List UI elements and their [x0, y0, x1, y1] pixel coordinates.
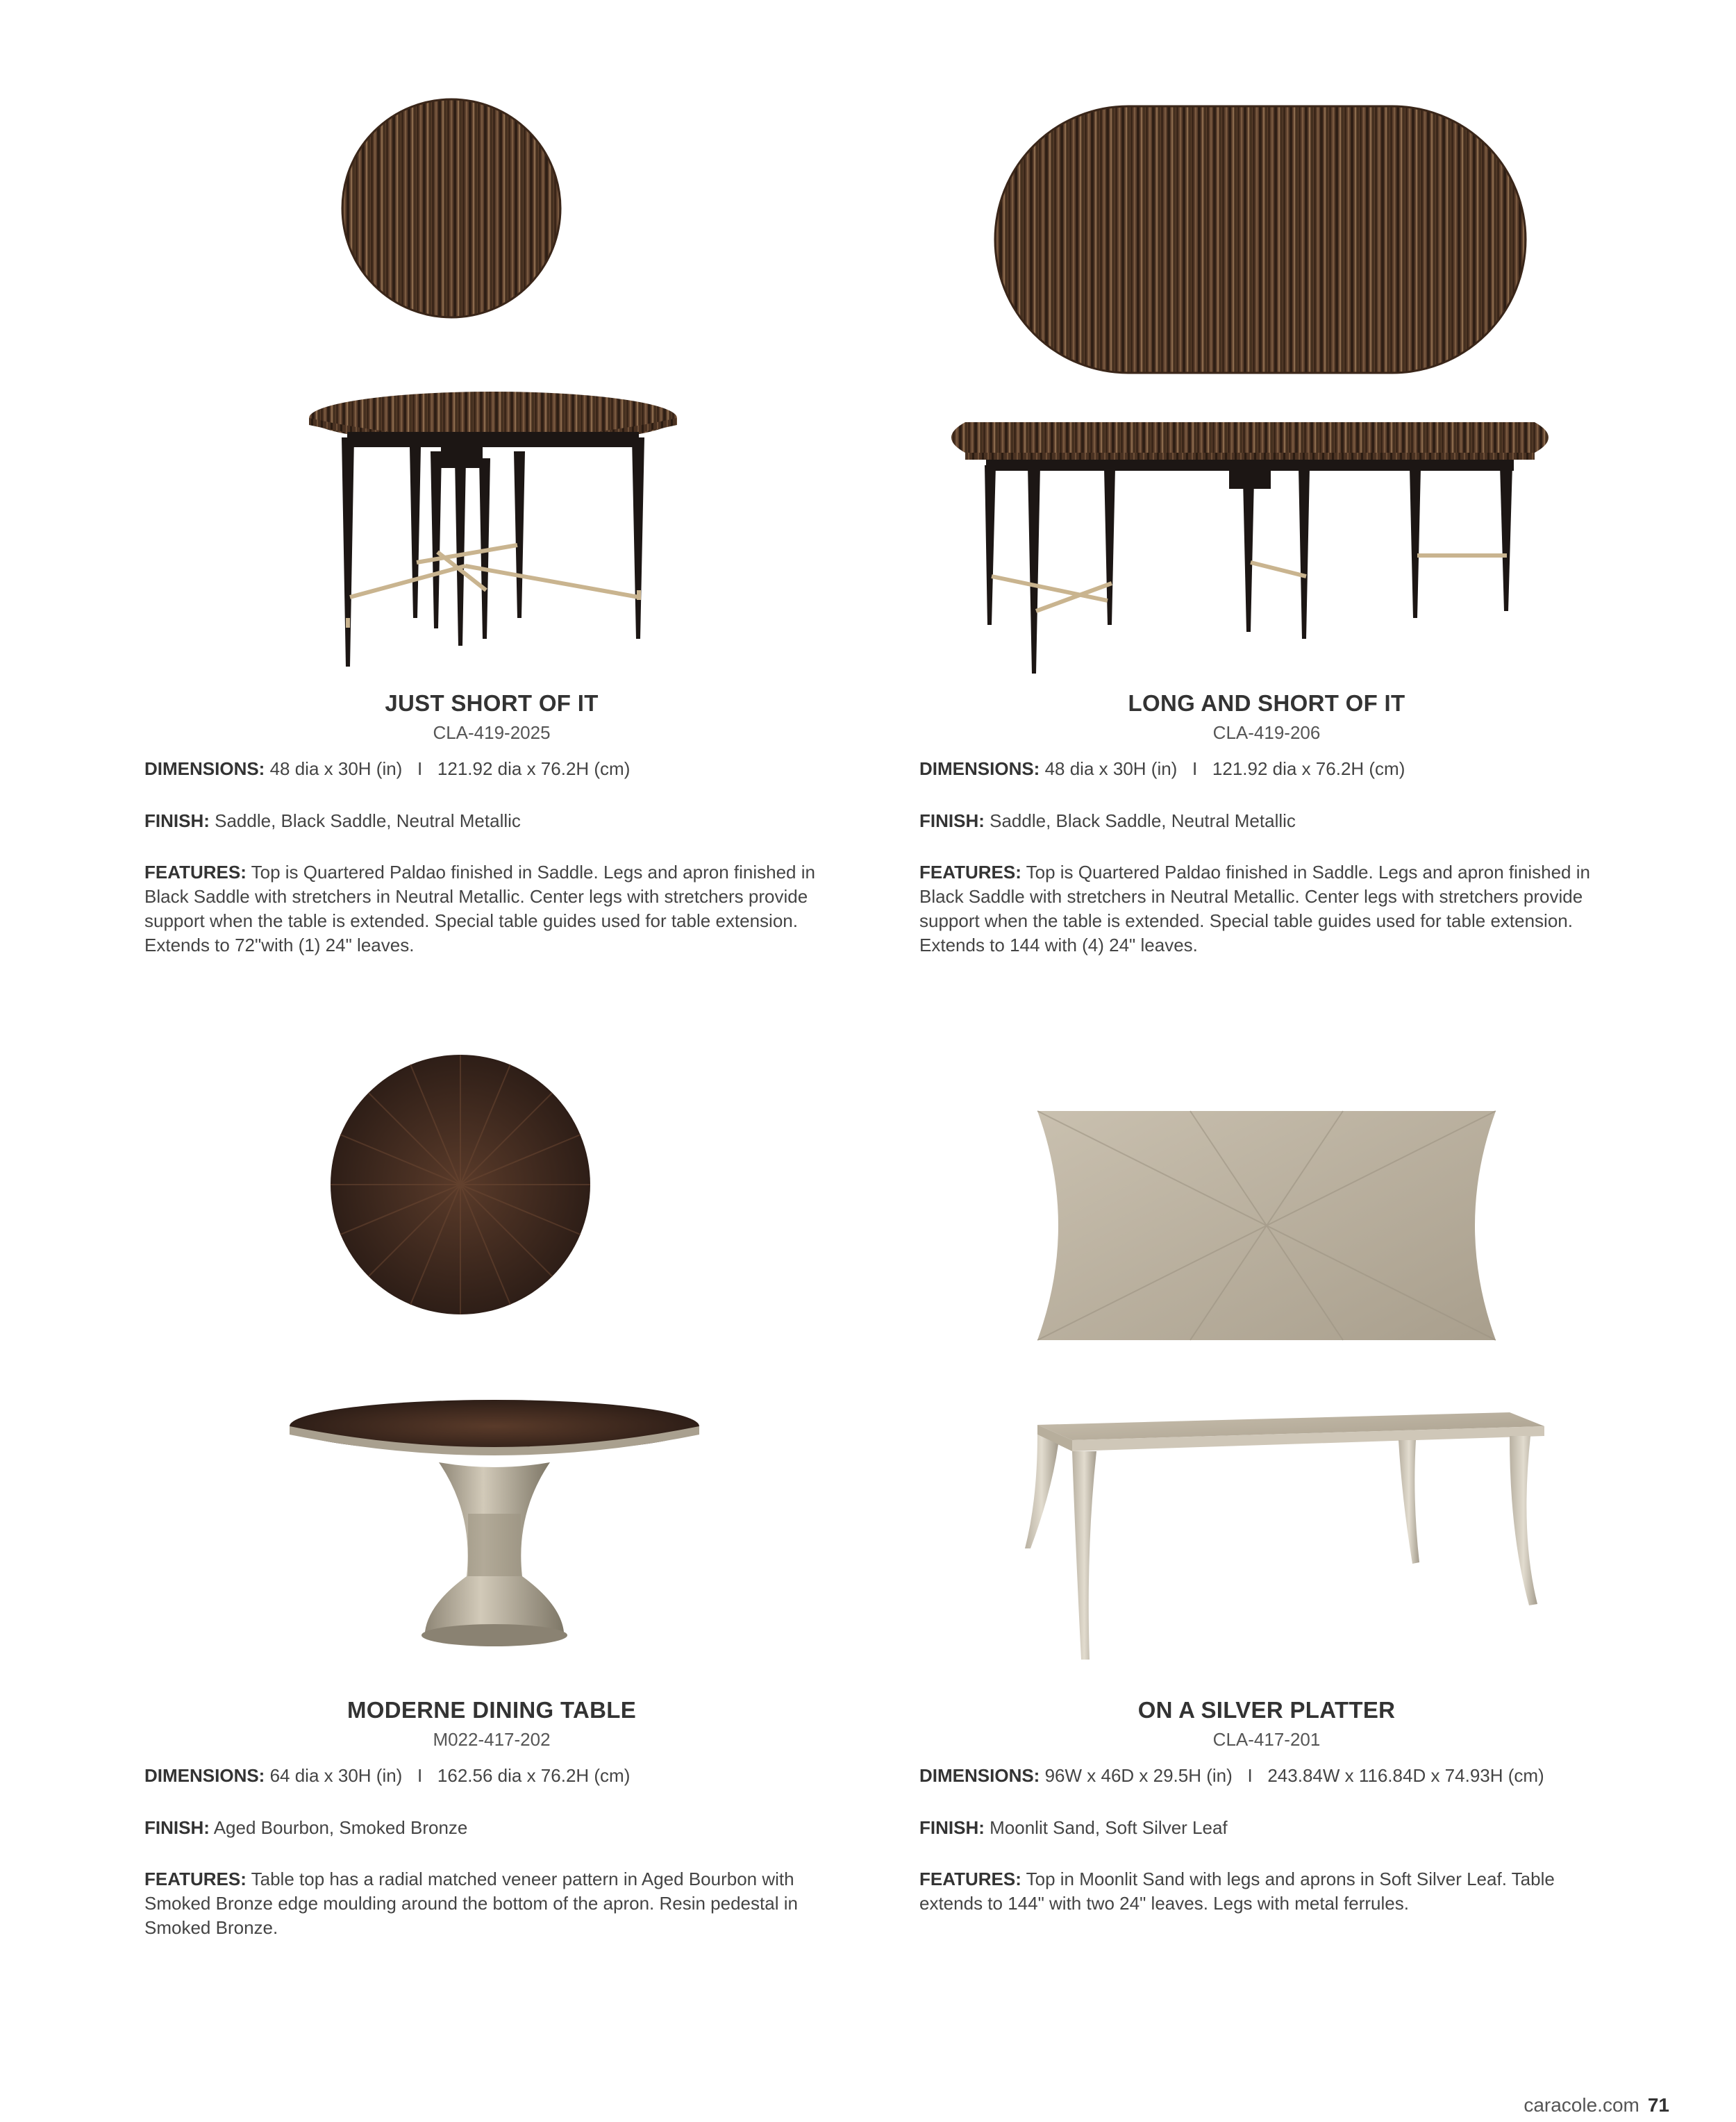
finish-value: Aged Bourbon, Smoked Bronze: [213, 1817, 468, 1838]
product-name: ON A SILVER PLATTER: [1137, 1697, 1396, 1723]
finish-label: FINISH:: [144, 810, 210, 831]
finish-spec: [144, 809, 839, 833]
dimensions-spec: [919, 1764, 1614, 1788]
product-just-short-of-it: [144, 0, 839, 972]
dimensions-spec: [144, 757, 839, 781]
product-name: MODERNE DINING TABLE: [347, 1697, 637, 1723]
table-top-view-image: [1030, 1104, 1503, 1347]
dimensions-value: 48 dia x 30H (in) I 121.92 dia x 76.2H (cm): [269, 758, 631, 779]
table-side-view-image: [286, 1396, 703, 1673]
product-sku: CLA-419-2025: [433, 722, 551, 743]
table-top-view-image: [328, 1053, 592, 1317]
table-side-view-image: [306, 389, 681, 674]
table-side-view-image: [1010, 1396, 1551, 1673]
features-spec: [144, 1867, 839, 1940]
finish-label: FINISH:: [919, 810, 985, 831]
features-value: Top is Quartered Paldao finished in Saddle. Legs and apron finished in Black Saddle with stretchers in Neutral Metallic. Center legs with stretchers provide support when the table is extended. Special table guides used for table extension. Extends to 144 with (4) 24" leaves.: [919, 862, 1590, 955]
product-name: JUST SHORT OF IT: [385, 690, 599, 716]
dimensions-label: DIMENSIONS:: [144, 758, 265, 779]
finish-label: FINISH:: [144, 1817, 210, 1838]
features-spec: [144, 860, 839, 958]
footer-site-link[interactable]: caracole.com: [1524, 2094, 1639, 2116]
features-spec: [919, 1867, 1614, 1916]
dimensions-value: 64 dia x 30H (in) I 162.56 dia x 76.2H (cm): [269, 1765, 631, 1786]
table-top-view-image: [340, 97, 562, 319]
finish-spec: [919, 1816, 1614, 1840]
product-sku: CLA-419-206: [1212, 722, 1321, 743]
product-long-and-short-of-it: [919, 0, 1614, 972]
dimensions-spec: [144, 1764, 839, 1788]
product-sku: CLA-417-201: [1212, 1729, 1321, 1750]
finish-spec: [919, 809, 1614, 833]
product-moderne-dining-table: [144, 1007, 839, 1979]
features-value: Top in Moonlit Sand with legs and aprons in Soft Silver Leaf. Table extends to 144" with two 24" leaves. Legs with metal ferrules.: [919, 1869, 1555, 1914]
page-number: 71: [1647, 2094, 1669, 2116]
finish-spec: [144, 1816, 839, 1840]
features-label: FEATURES:: [144, 862, 247, 883]
finish-value: Moonlit Sand, Soft Silver Leaf: [990, 1817, 1228, 1838]
page-footer: [1524, 2094, 1669, 2116]
features-value: Top is Quartered Paldao finished in Saddle. Legs and apron finished in Black Saddle with stretchers in Neutral Metallic. Center legs with stretchers provide support when the table is extended. Special table guides used for table extension. Extends to 72"with (1) 24" leaves.: [144, 862, 815, 955]
table-side-view-image: [937, 410, 1562, 677]
product-on-a-silver-platter: [919, 1007, 1614, 1979]
product-name: LONG AND SHORT OF IT: [1128, 690, 1405, 716]
features-value: Table top has a radial matched veneer pattern in Aged Bourbon with Smoked Bronze edge moulding around the bottom of the apron. Resin pedestal in Smoked Bronze.: [144, 1869, 798, 1938]
finish-value: Saddle, Black Saddle, Neutral Metallic: [215, 810, 521, 831]
dimensions-value: 48 dia x 30H (in) I 121.92 dia x 76.2H (cm): [1044, 758, 1405, 779]
features-label: FEATURES:: [144, 1869, 247, 1889]
dimensions-value: 96W x 46D x 29.5H (in) I 243.84W x 116.84D x 74.93H (cm): [1044, 1765, 1544, 1786]
finish-value: Saddle, Black Saddle, Neutral Metallic: [990, 810, 1296, 831]
dimensions-label: DIMENSIONS:: [144, 1765, 265, 1786]
finish-label: FINISH:: [919, 1817, 985, 1838]
product-sku: M022-417-202: [433, 1729, 551, 1750]
features-spec: [919, 860, 1614, 958]
dimensions-label: DIMENSIONS:: [919, 758, 1040, 779]
features-label: FEATURES:: [919, 1869, 1021, 1889]
features-label: FEATURES:: [919, 862, 1021, 883]
dimensions-label: DIMENSIONS:: [919, 1765, 1040, 1786]
table-top-view-image: [993, 104, 1528, 375]
dimensions-spec: [919, 757, 1614, 781]
